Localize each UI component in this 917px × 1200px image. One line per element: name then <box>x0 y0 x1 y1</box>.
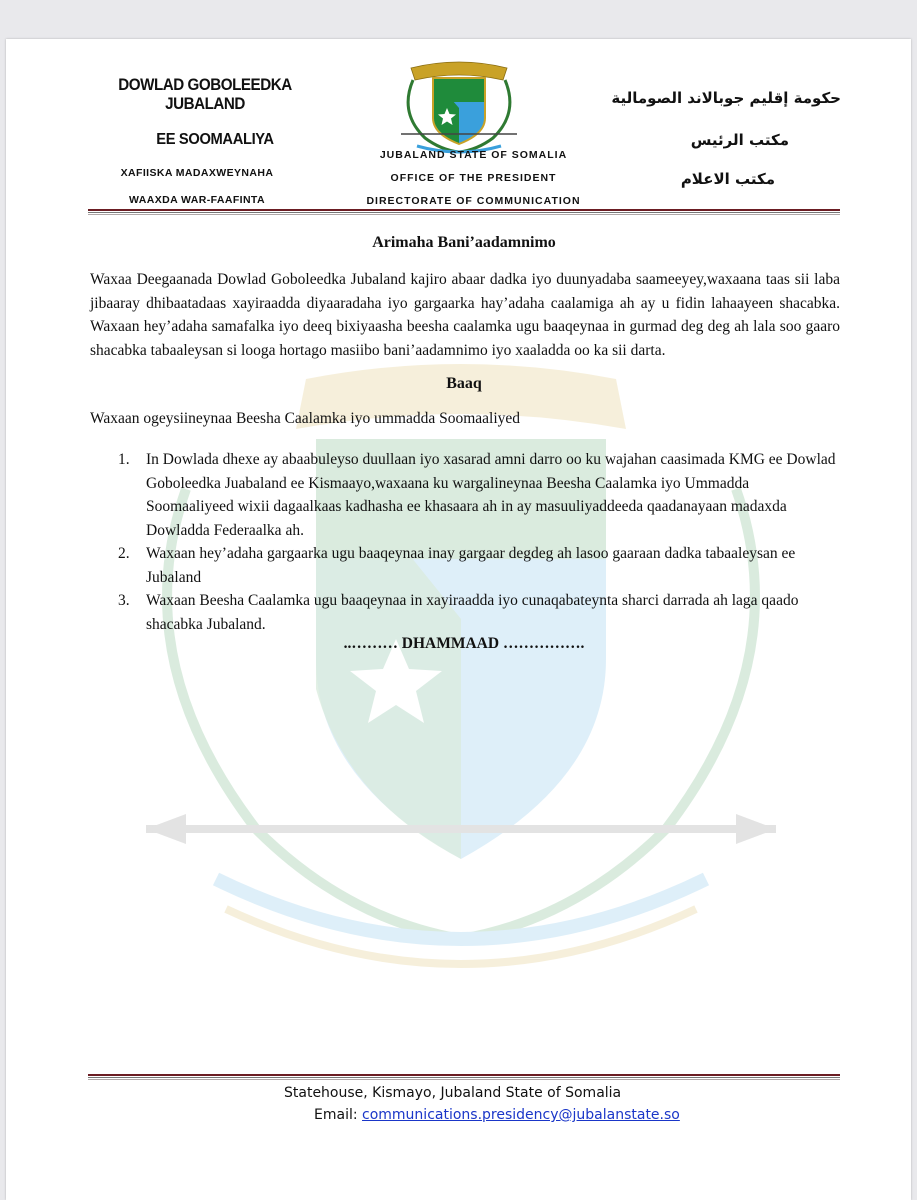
list-item-number: 1. <box>118 451 130 468</box>
jubaland-emblem-logo <box>391 58 527 156</box>
demands-list <box>110 448 840 636</box>
header-divider <box>88 209 840 215</box>
header-arabic-directorate: مكتب الاعلام <box>680 170 775 188</box>
list-item <box>110 589 840 636</box>
header-arabic-office: مكتب الرئيس <box>690 131 789 149</box>
intro-paragraph: Waxaa Deegaanada Dowlad Goboleedka Jubaland kajiro abaar dadka iyo duunyadaba saameeyey,waxaana taas sii laba jibaaray dhibaatadaas xayiraadda diyaaradaha iyo gargaarka hay’adaha caalamiga ah ay u fidin lahaayeen shacabka. Waxaan hey’adaha samafalka iyo deeq bixiyaasha beesha caalamka ugu baaqeynaa in gurmad deg deg ah lala soo gaaro shacabka tabaaleysan si looga hortago masiibo bani’aadamnimo iyo xaaladda oo ka sii darta. <box>90 271 840 359</box>
list-item-number: 2. <box>118 545 130 562</box>
header-somali-state-name: DOWLAD GOBOLEEDKA JUBALAND <box>118 76 292 113</box>
header-english-office: OFFICE OF THE PRESIDENT <box>390 172 557 184</box>
list-item-number: 3. <box>118 592 130 609</box>
footer-divider <box>88 1074 840 1080</box>
header-somali-directorate: WAAXDA WAR-FAAFINTA <box>129 194 265 206</box>
header-english-state: JUBALAND STATE OF SOMALIA <box>379 149 568 161</box>
document-title: Arimaha Bani’aadamnimo <box>372 234 556 251</box>
list-item <box>110 448 840 542</box>
list-item-text: Waxaan Beesha Caalamka ugu baaqeynaa in xayiraadda iyo cunaqabateynta sharci darrada ah laga qaado shacabka Jubaland. <box>146 592 799 633</box>
list-item-text: In Dowlada dhexe ay abaabuleyso duullaan iyo xasarad amni darro oo ku wajahan caasimada KMG ee Dowlad Goboleedka Juabaland ee Kismaayo,waxaana ku wargalineynaa Beesha Caalamka iyo Ummadda Soomaaliyeed wixii dagaalkaas kadhasha ee khasaara ah in ay masuuliyaddeeda qaadanayaan madaxda Dowladda Federaalka ah. <box>146 451 836 539</box>
list-item-text: Waxaan hey’adaha gargaarka ugu baaqeynaa inay gargaar degdeg ah lasoo gaaraan dadka tabaaleysan ee Jubaland <box>146 545 796 586</box>
document-page <box>6 39 911 1200</box>
header-somali-country: EE SOOMAALIYA <box>156 131 274 148</box>
list-item <box>110 542 840 589</box>
footer-address: Statehouse, Kismayo, Jubaland State of Somalia <box>284 1085 622 1101</box>
header-arabic-state: حكومة إقليم جوبالاند الصومالية <box>611 89 841 107</box>
header-english-directorate: DIRECTORATE OF COMMUNICATION <box>366 195 581 207</box>
footer-email <box>314 1107 680 1123</box>
closing-line: ..……… DHAMMAAD ……………. <box>343 635 585 652</box>
announcement-intro: Waxaan ogeysiineynaa Beesha Caalamka iyo ummadda Soomaaliyed <box>90 410 521 427</box>
email-link[interactable]: communications.presidency@jubalanstate.so <box>362 1107 680 1123</box>
header-somali-office: XAFIISKA MADAXWEYNAHA <box>120 167 274 179</box>
footer-email-label: Email: <box>314 1107 363 1123</box>
section-heading: Baaq <box>446 375 482 392</box>
